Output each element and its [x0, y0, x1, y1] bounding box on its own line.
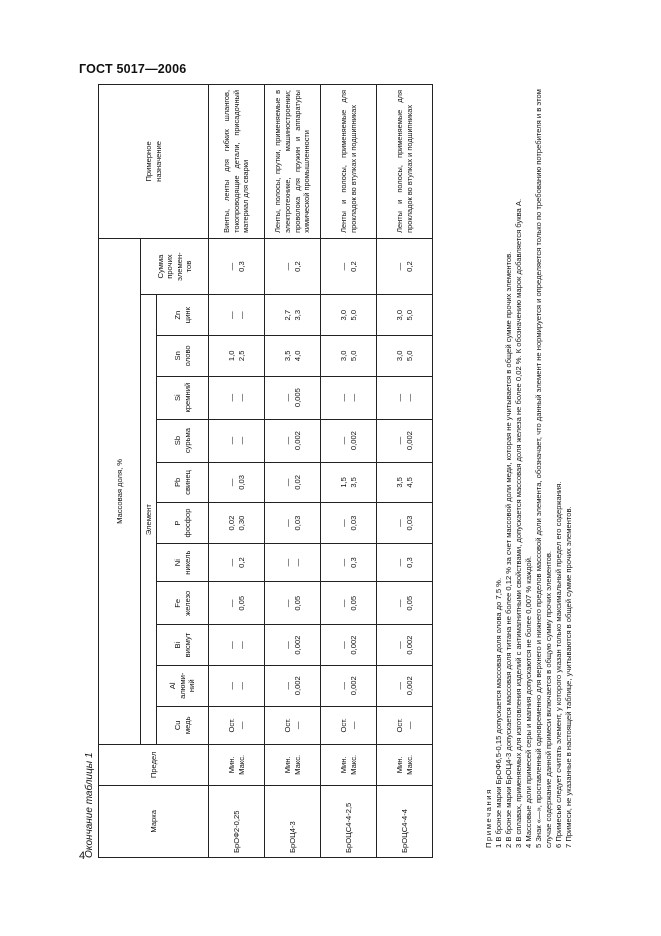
value-cell: 3,0 5,0: [321, 295, 377, 336]
grade-cell: БрОЦ4-3: [265, 785, 321, 857]
value-cell: 3,0 5,0: [321, 336, 377, 377]
element-symbol: Ni: [173, 559, 183, 567]
value-cell: — 0,03: [321, 503, 377, 544]
value-cell: — 0,002: [265, 625, 321, 666]
grade-cell: БрОЦС4-4-2,5: [321, 785, 377, 857]
value-cell: — 0,02: [265, 462, 321, 503]
value-cell: — 0,03: [377, 503, 433, 544]
note-item: 1 В бронзе марки БрОФ6,5-0,15 допускается массовая доля олова до 7,5 %.: [494, 577, 504, 848]
value-cell: — —: [209, 625, 265, 666]
value-cell: — 0,2: [265, 238, 321, 295]
value-cell: — —: [321, 376, 377, 419]
value-cell: — 0,002: [321, 665, 377, 706]
value-cell: — —: [209, 376, 265, 419]
element-symbol: Zn: [173, 310, 183, 320]
value-cell: 0,02 0,30: [209, 503, 265, 544]
value-cell: — 0,3: [209, 238, 265, 295]
element-header-zn: [157, 295, 209, 336]
element-header-cu: [157, 706, 209, 744]
note-item: 4 Массовые доли примесей серы и магния допускаются не более 0,007 % каждой.: [524, 555, 534, 848]
purpose-cell: Винты, ленты для гибких шлангов, токопроводящие детали, присадочный материал для сварки: [209, 85, 265, 239]
element-header-si: [157, 376, 209, 419]
value-cell: — 0,002: [377, 625, 433, 666]
value-cell: 3,5 4,5: [377, 462, 433, 503]
value-cell: — 0,05: [321, 582, 377, 625]
value-cell: — 0,05: [265, 582, 321, 625]
element-header-bi: [157, 625, 209, 666]
rotated-table-region: [84, 84, 589, 858]
table-row: [209, 85, 265, 858]
value-cell: — 0,002: [265, 419, 321, 462]
element-symbol: Fe: [173, 598, 183, 608]
document-code: ГОСТ 5017—2006: [79, 62, 187, 76]
value-cell: — 0,2: [377, 238, 433, 295]
element-name: свинец: [182, 469, 192, 495]
header-sum-other: Сумма прочих элемен- тов: [141, 238, 209, 295]
element-header-ni: [157, 543, 209, 581]
element-name: железо: [182, 590, 192, 616]
element-header-al: [157, 665, 209, 706]
value-cell: 3,0 5,0: [377, 336, 433, 377]
value-cell: — 0,03: [209, 462, 265, 503]
value-cell: — 0,002: [321, 419, 377, 462]
purpose-cell: Ленты и полосы, применяемые для прокладок во втулках и подшипниках: [377, 85, 433, 239]
value-cell: — —: [377, 376, 433, 419]
value-cell: — —: [209, 665, 265, 706]
value-cell: — 0,05: [209, 582, 265, 625]
value-cell: 3,5 4,0: [265, 336, 321, 377]
note-item: 2 В бронзе марки БрОЦ4-3 допускается массовая доля титана не более 0,12 % за счет массовой доли меди, которая не учитывается в общей сумме прочих элементов.: [504, 251, 514, 848]
element-symbol: Sb: [173, 435, 183, 446]
element-symbol: Bi: [173, 641, 183, 649]
value-cell: — —: [265, 543, 321, 581]
element-header-pb: [157, 462, 209, 503]
element-header-fe: [157, 582, 209, 625]
grade-cell: БрОЦС4-4-4: [377, 785, 433, 857]
value-cell: — 0,2: [209, 543, 265, 581]
element-header-sb: [157, 419, 209, 462]
notes-title: Примечания: [484, 788, 493, 848]
value-cell: — 0,05: [377, 582, 433, 625]
table-row: [321, 85, 377, 858]
value-cell: Ост. —: [209, 706, 265, 744]
value-cell: — 0,3: [377, 543, 433, 581]
element-name: никель: [182, 550, 192, 575]
purpose-cell: Ленты, полосы, прутки, применяемые в электротехнике, машиностроении; проволока для пружин и аппаратуры химической промышленности: [265, 85, 321, 239]
note-item: 7 Примеси, не указанные в настоящей таблице, учитываются в общей сумме прочих элементов.: [564, 506, 574, 848]
grade-cell: БрОФ2-0,25: [209, 785, 265, 857]
element-name: олово: [182, 345, 192, 367]
element-symbol: Pb: [173, 477, 183, 488]
element-name: цинк: [182, 307, 192, 324]
element-name: медь: [182, 716, 192, 735]
header-grade: Марка: [99, 785, 209, 857]
note-item: 5 Знак «—», проставленный одновременно для верхнего и нижнего пределов массовой доли элемента, обозначает, что данный элемент не нормируется и определяется только по требованию потребителя и в этом случае содержание данной примеси включается в общую сумму прочих элементов.: [534, 89, 554, 848]
element-symbol: Si: [173, 394, 183, 402]
element-symbol: Sn: [173, 351, 183, 361]
value-cell: — —: [209, 295, 265, 336]
value-cell: 2,7 3,3: [265, 295, 321, 336]
table-row: [377, 85, 433, 858]
table-notes: [484, 84, 574, 858]
value-cell: — 0,002: [265, 665, 321, 706]
value-cell: 3,0 5,0: [377, 295, 433, 336]
value-cell: — 0,002: [321, 625, 377, 666]
header-mass-fraction: Массовая доля, %: [99, 238, 141, 744]
element-name: кремний: [182, 382, 192, 413]
limit-cell: Мин. Макс.: [321, 745, 377, 786]
element-symbol: P: [173, 520, 183, 526]
composition-table: [98, 84, 433, 858]
element-symbol: Cu: [173, 720, 183, 731]
element-name: висмут: [182, 632, 192, 658]
header-limit: Предел: [99, 745, 209, 786]
element-name: алюми- ний: [177, 672, 197, 699]
value-cell: 1,5 3,5: [321, 462, 377, 503]
limit-cell: Мин. Макс.: [209, 745, 265, 786]
value-cell: Ост. —: [377, 706, 433, 744]
value-cell: — 0,2: [321, 238, 377, 295]
limit-cell: Мин. Макс.: [265, 745, 321, 786]
table-row: [265, 85, 321, 858]
value-cell: — 0,03: [265, 503, 321, 544]
page-number: 4: [79, 850, 86, 862]
value-cell: Ост. —: [321, 706, 377, 744]
value-cell: — 0,3: [321, 543, 377, 581]
value-cell: — 0,002: [377, 419, 433, 462]
value-cell: — —: [209, 419, 265, 462]
element-header-sn: [157, 336, 209, 377]
note-item: 3 В сплавах, применяемых для изготовления изделий с антимагнитными свойствами, допускается массовая доля железа не более 0,02 %. К обозначению марок добавляется буква А.: [514, 198, 524, 848]
table-caption: Окончание таблицы 1: [84, 752, 95, 858]
value-cell: — 0,005: [265, 376, 321, 419]
element-name: фосфор: [182, 508, 192, 538]
value-cell: 1,0 2,5: [209, 336, 265, 377]
note-item: 6 Примесью следует считать элемент, у которого указан только максимальный предел его содержания.: [554, 481, 564, 848]
value-cell: — 0,002: [377, 665, 433, 706]
value-cell: Ост. —: [265, 706, 321, 744]
limit-cell: Мин. Макс.: [377, 745, 433, 786]
header-element-group: Элемент: [141, 295, 157, 745]
element-symbol: Al: [168, 682, 178, 690]
purpose-cell: Ленты и полосы, применяемые для прокладок во втулках и подшипниках: [321, 85, 377, 239]
header-purpose: Примерное назначение: [99, 85, 209, 239]
element-header-p: [157, 503, 209, 544]
element-name: сурьма: [182, 428, 192, 454]
